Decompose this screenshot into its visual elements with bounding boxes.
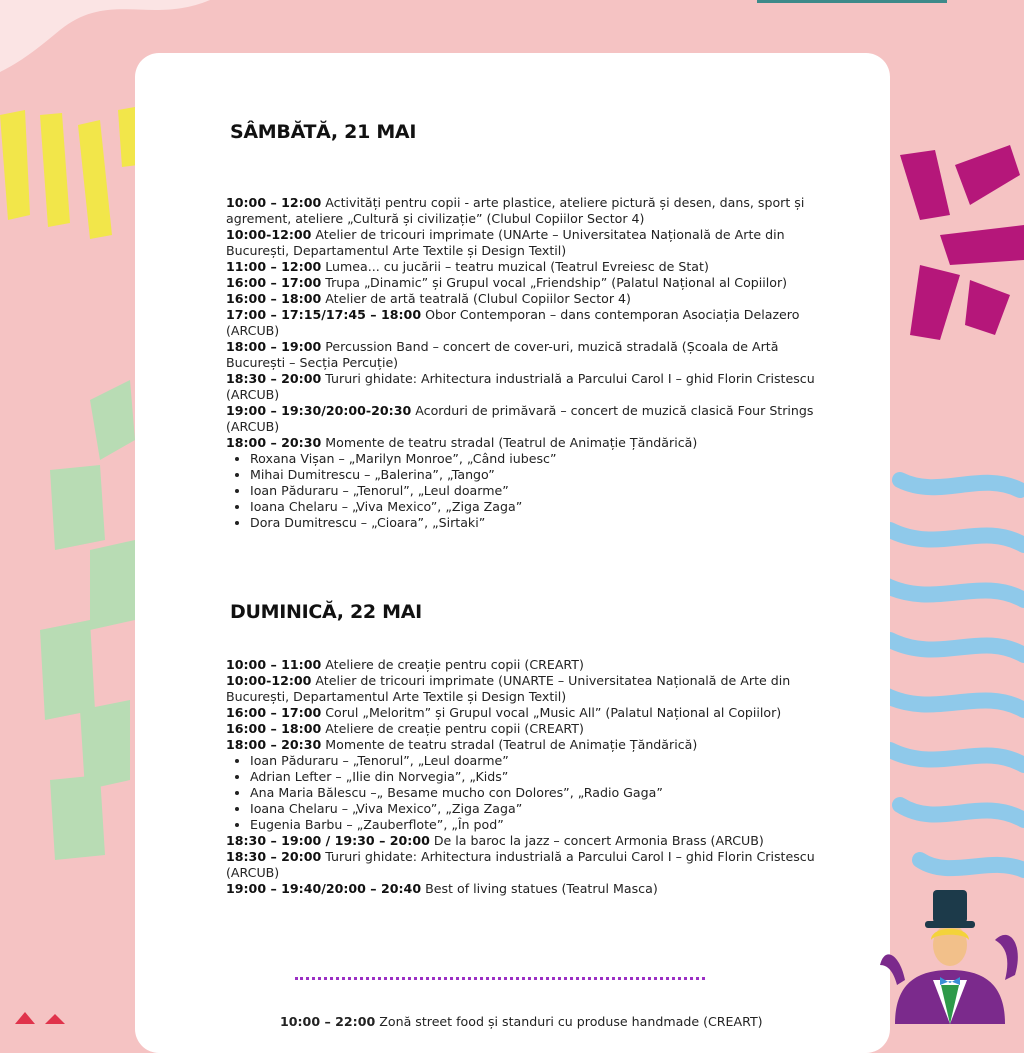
day-title-sunday: DUMINICĂ, 22 MAI [230,601,422,623]
sunday-schedule [226,657,826,897]
list-item: • Dora Dumitrescu – „Cioara”, „Sirtaki” [250,515,826,531]
yellow-brush-decoration [0,105,140,245]
green-pattern-decoration [30,380,140,860]
schedule-entry: 10:00-12:00 Atelier de tricouri imprimate (UNArte – Universitatea Națională de Arte din București, Departamentul Arte Textile și Design Textil) [226,227,785,258]
list-item: • Ioana Chelaru – „Viva Mexico”, „Ziga Zaga” [250,499,826,515]
footer-entry: 10:00 – 22:00 Zonă street food și standuri cu produse handmade (CREART) [280,1014,763,1029]
performer-list [226,451,826,531]
list-item: • Ana Maria Bălescu –„ Besame mucho con Dolores”, „Radio Gaga” [250,785,826,801]
schedule-entry: 10:00-12:00 Atelier de tricouri imprimate (UNARTE – Universitatea Națională de Arte din București, Departamentul Arte Textile și Design Textil) [226,673,791,704]
performer-list [226,753,826,833]
schedule-card [135,53,890,1053]
magenta-star-decoration [880,145,1024,345]
schedule-entry: 16:00 – 18:00 Atelier de artă teatrală (Clubul Copiilor Sector 4) [226,291,631,306]
schedule-entry: 11:00 – 12:00 Lumea... cu jucării – teatru muzical (Teatrul Evreiesc de Stat) [226,259,709,274]
top-accent-line [757,0,947,3]
schedule-entry: 19:00 – 19:40/20:00 – 20:40 Best of living statues (Teatrul Masca) [226,881,658,896]
list-item: • Ioan Păduraru – „Tenorul”, „Leul doarme” [250,753,826,769]
schedule-entry: 18:30 – 20:00 Tururi ghidate: Arhitectura industrială a Parcului Carol I – ghid Florin Cristescu (ARCUB) [226,371,815,402]
list-item: • Ioan Păduraru – „Tenorul”, „Leul doarme” [250,483,826,499]
top-hat-mascot-illustration [875,885,1024,1024]
saturday-schedule [226,195,826,531]
list-item: • Mihai Dumitrescu – „Balerina”, „Tango” [250,467,826,483]
list-item: • Adrian Lefter – „Ilie din Norvegia”, „Kids” [250,769,826,785]
red-decoration [10,1008,70,1024]
list-item: • Roxana Vișan – „Marilyn Monroe”, „Când iubesc” [250,451,826,467]
schedule-entry: 18:00 – 20:30 Momente de teatru stradal (Teatrul de Animație Țăndărică) [226,737,698,752]
schedule-entry: 16:00 – 17:00 Corul „Meloritm” și Grupul vocal „Music All” (Palatul Național al Copiilor) [226,705,782,720]
schedule-entry: 10:00 – 11:00 Ateliere de creație pentru copii (CREART) [226,657,584,672]
schedule-entry: 10:00 – 12:00 Activități pentru copii - arte plastice, ateliere pictură și desen, dans, sport și agrement, ateliere „Cultură și civilizație” (Clubul Copiilor Sector 4) [226,195,805,226]
day-title-saturday: SÂMBĂTĂ, 21 MAI [230,121,417,143]
schedule-entry: 18:00 – 20:30 Momente de teatru stradal (Teatrul de Animație Țăndărică) [226,435,698,450]
dotted-divider [295,977,705,980]
schedule-entry: 18:30 – 19:00 / 19:30 – 20:00 De la baroc la jazz – concert Armonia Brass (ARCUB) [226,833,764,848]
schedule-entry: 18:30 – 20:00 Tururi ghidate: Arhitectura industrială a Parcului Carol I – ghid Florin Cristescu (ARCUB) [226,849,815,880]
list-item: • Ioana Chelaru – „Viva Mexico”, „Ziga Zaga” [250,801,826,817]
schedule-entry: 18:00 – 19:00 Percussion Band – concert de cover-uri, muzică stradală (Școala de Artă București – Secția Percuție) [226,339,779,370]
schedule-entry: 16:00 – 18:00 Ateliere de creație pentru copii (CREART) [226,721,584,736]
schedule-entry: 19:00 – 19:30/20:00-20:30 Acorduri de primăvară – concert de muzică clasică Four Strings (ARCUB) [226,403,814,434]
list-item: • Eugenia Barbu – „Zauberflote”, „În pod” [250,817,826,833]
schedule-entry: 16:00 – 17:00 Trupa „Dinamic” și Grupul vocal „Friendship” (Palatul Național al Copiilor) [226,275,788,290]
schedule-entry: 17:00 – 17:15/17:45 – 18:00 Obor Contemporan – dans contemporan Asociația Delazero (ARCUB) [226,307,800,338]
blue-wave-decoration [880,470,1024,890]
